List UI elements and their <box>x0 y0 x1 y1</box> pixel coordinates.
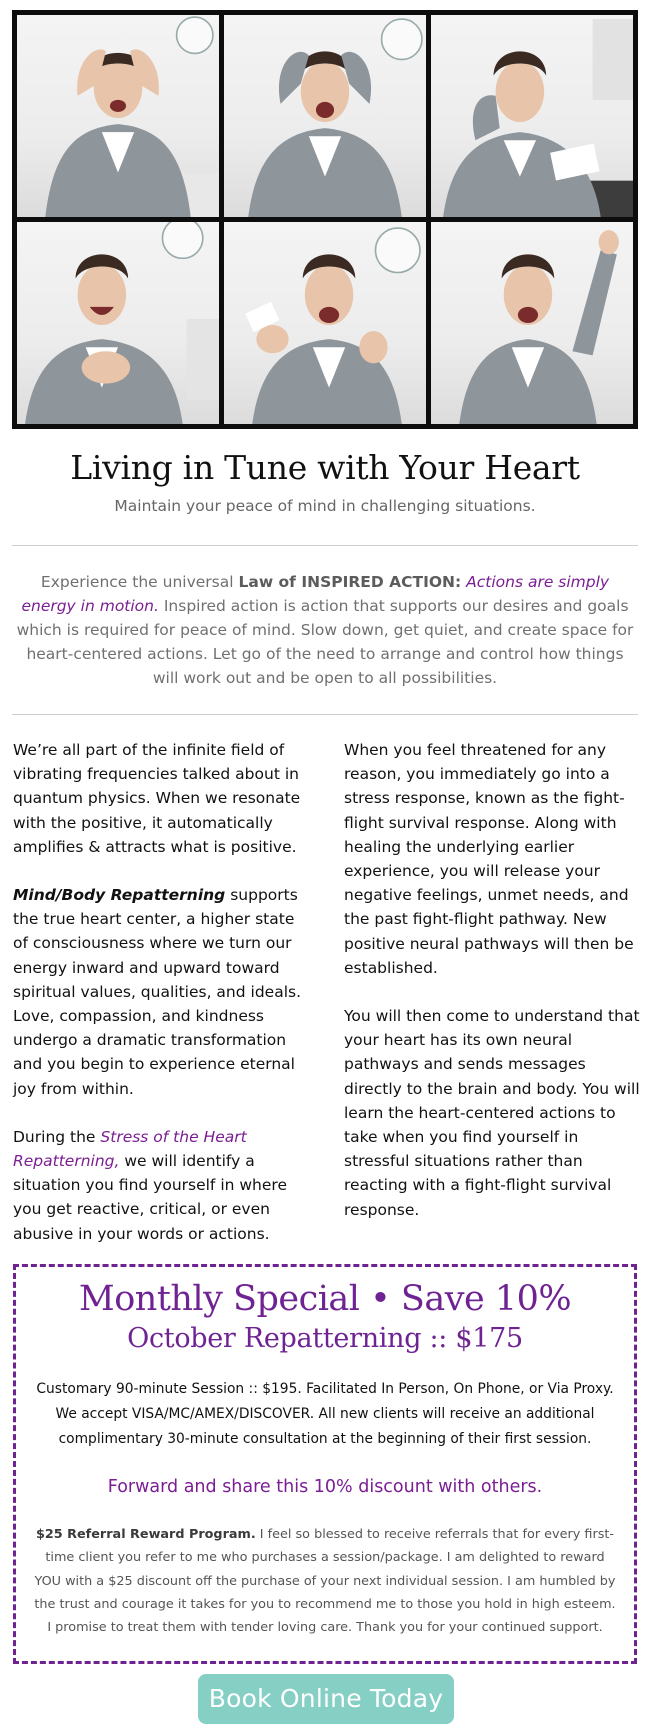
referral-program-text: $25 Referral Reward Program. I feel so blessed to receive referrals that for every first-time client you refer to me who purchases a session/package. I am delighted to reward YOU with a $25 discount off the purchase of your next individual session. I am humbled by the trust and courage it takes for you to recommend me to those you hold in high esteem. I promise to treat them with tender loving care. Thank you for your continued support. <box>34 1527 616 1636</box>
photo-shocked-woman-image <box>224 15 426 217</box>
intro-law-definition: Actions are simply energy in motion. <box>21 573 610 615</box>
right-column <box>344 738 640 1246</box>
book-online-button[interactable]: Book Online Today <box>198 1674 454 1724</box>
divider-top <box>12 545 638 546</box>
page-title: Living in Tune with Your Heart <box>70 448 580 487</box>
photo-celebrating-woman <box>431 222 633 424</box>
photo-excited-woman <box>17 222 219 424</box>
photo-bored-woman <box>431 15 633 217</box>
mind-body-repatterning-term: Mind/Body Repatterning <box>13 886 226 905</box>
stress-of-the-heart-term: Stress of the Heart Repatterning, <box>13 1127 247 1171</box>
special-title: Monthly Special • Save 10% <box>78 1279 572 1319</box>
photo-cheering-woman-image <box>224 222 426 424</box>
photo-bored-woman-image <box>431 15 633 217</box>
monthly-special-box <box>13 1264 637 1664</box>
photo-shocked-woman <box>224 15 426 217</box>
special-subtitle: October Repatterning :: $175 <box>127 1323 523 1354</box>
right-paragraph-2: You will then come to understand that your heart has its own neural pathways and sends messages directly to the brain and body. You will learn the heart-centered actions to take when you find yourself in stressful situations rather than reacting with a fight-flight survival response. <box>344 1007 640 1219</box>
share-discount-text: Forward and share this 10% discount with others. <box>107 1477 543 1497</box>
photo-frustrated-woman <box>17 15 219 217</box>
intro-law-title: Law of INSPIRED ACTION: <box>238 573 462 591</box>
photo-frustrated-woman-image <box>17 15 219 217</box>
photo-excited-woman-image <box>17 222 219 424</box>
intro-paragraph <box>14 570 636 690</box>
photo-cheering-woman <box>224 222 426 424</box>
left-column <box>13 738 309 1270</box>
intro-lead: Experience the universal <box>40 573 239 591</box>
special-details: Customary 90-minute Session :: $195. Facilitated In Person, On Phone, or Via Proxy. We accept VISA/MC/AMEX/DISCOVER. All new clients will receive an additional complimentary 30-minute consultation at the beginning of their first session. <box>36 1381 614 1447</box>
photo-celebrating-woman-image <box>431 222 633 424</box>
divider-middle <box>12 714 638 715</box>
left-paragraph-3: During the Stress of the Heart Repatterning, we will identify a situation you find yourself in where you get reactive, critical, or even abusive in your words or actions. <box>13 1127 287 1243</box>
page-subtitle: Maintain your peace of mind in challenging situations. <box>114 497 536 515</box>
photo-collage <box>12 10 638 429</box>
left-paragraph-2: Mind/Body Repatterning supports the true heart center, a higher state of consciousness where we turn our energy inward and upward toward spiritual values, qualities, and ideals. Love, compassion, and kindness undergo a dramatic transformation and you begin to experience eternal joy from within. <box>13 886 301 1098</box>
referral-program-title: $25 Referral Reward Program. <box>35 1527 256 1542</box>
right-paragraph-1: When you feel threatened for any reason, you immediately go into a stress response, known as the fight-flight survival response. Along with healing the underlying earlier experience, you will release your negative feelings, unmet needs, and the past fight-flight pathway. New positive neural pathways will then be established. <box>344 741 634 977</box>
left-paragraph-1: We’re all part of the infinite field of vibrating frequencies talked about in quantum physics. When we resonate with the positive, it automatically amplifies & attracts what is positive. <box>13 741 301 856</box>
intro-rest: Inspired action is action that supports our desires and goals which is required for peace of mind. Slow down, get quiet, and create space for heart-centered actions. Let go of the need to arrange and control how things will work out and be open to all possibilities. <box>16 597 634 687</box>
